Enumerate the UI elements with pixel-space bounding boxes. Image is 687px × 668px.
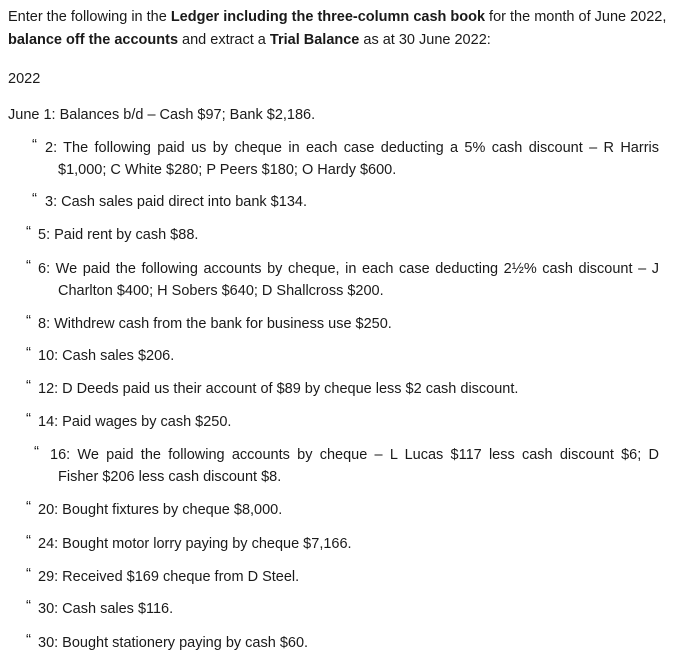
ditto-mark: “: [26, 312, 31, 329]
list-item: [26, 313, 392, 335]
entry-line-2: $1,000; C White $280; P Peers $180; O Hardy $600.: [58, 162, 397, 178]
entry-line-1: 14: Paid wages by cash $250.: [38, 414, 232, 430]
ditto-mark: “: [32, 190, 37, 207]
ditto-mark: “: [26, 565, 31, 582]
ditto-mark: “: [26, 223, 31, 240]
ditto-mark: “: [26, 344, 31, 361]
ditto-mark: “: [26, 498, 31, 515]
entry-line-1: 30: Bought stationery paying by cash $60.: [38, 635, 309, 651]
year-heading: 2022: [8, 71, 41, 87]
intro-bold-ledger: Ledger including the three-column cash book: [170, 9, 486, 25]
list-item: [26, 533, 352, 555]
ditto-mark: “: [26, 631, 31, 648]
entry-line-1: 30: Cash sales $116.: [38, 601, 174, 617]
list-item: [26, 258, 659, 302]
ditto-mark: “: [34, 443, 39, 460]
intro-text-4: as at 30 June 2022:: [359, 32, 491, 48]
list-item: [26, 598, 173, 620]
list-item: [26, 499, 282, 521]
entry-line-1: 29: Received $169 cheque from D Steel.: [38, 569, 300, 585]
list-item: [26, 345, 174, 367]
intro-text-1: Enter the following in the: [8, 9, 171, 25]
list-item: [26, 224, 198, 246]
ditto-mark: “: [26, 410, 31, 427]
entry-line-1: 24: Bought motor lorry paying by cheque $7,166.: [38, 536, 352, 552]
list-item: [26, 566, 299, 588]
entry-line-1: 6: We paid the following accounts by cheque, in each case deducting 2½% cash discount – J: [38, 261, 659, 277]
entry-line-1: 12: D Deeds paid us their account of $89 by cheque less $2 cash discount.: [38, 381, 519, 397]
entry-line-1: 10: Cash sales $206.: [38, 348, 175, 364]
entry-line-1: 16: We paid the following accounts by cheque – L Lucas $117 less cash discount $6; D: [50, 447, 659, 463]
ditto-mark: “: [26, 257, 31, 274]
entry-line-1: 5: Paid rent by cash $88.: [38, 227, 199, 243]
ditto-mark: “: [32, 136, 37, 153]
list-item: [34, 444, 659, 488]
intro-text-2: for the month of June 2022,: [485, 9, 667, 25]
entry-line-2: Charlton $400; H Sobers $640; D Shallcross $200.: [58, 283, 384, 299]
list-item: [26, 632, 308, 654]
ditto-mark: “: [26, 597, 31, 614]
list-item: [26, 378, 518, 400]
intro-bold-trial-balance: Trial Balance: [269, 32, 360, 48]
entry-line-1: 8: Withdrew cash from the bank for business use $250.: [38, 316, 392, 332]
entry-line-1: 20: Bought fixtures by cheque $8,000.: [38, 502, 283, 518]
intro-text-3: and extract a: [178, 32, 270, 48]
entry-line-1: 3: Cash sales paid direct into bank $134.: [45, 194, 307, 210]
intro-bold-balance: balance off the accounts: [8, 32, 179, 48]
instructions-paragraph: [8, 6, 668, 52]
entry-line-2: Fisher $206 less cash discount $8.: [58, 469, 282, 485]
list-item: [32, 137, 659, 181]
ditto-mark: “: [26, 532, 31, 549]
list-item: [26, 411, 231, 433]
entry-line-1: 2: The following paid us by cheque in each case deducting a 5% cash discount – R Harris: [45, 140, 659, 156]
list-item: [32, 191, 307, 213]
opening-balance-line: June 1: Balances b/d – Cash $97; Bank $2,186.: [8, 107, 316, 123]
ditto-mark: “: [26, 377, 31, 394]
